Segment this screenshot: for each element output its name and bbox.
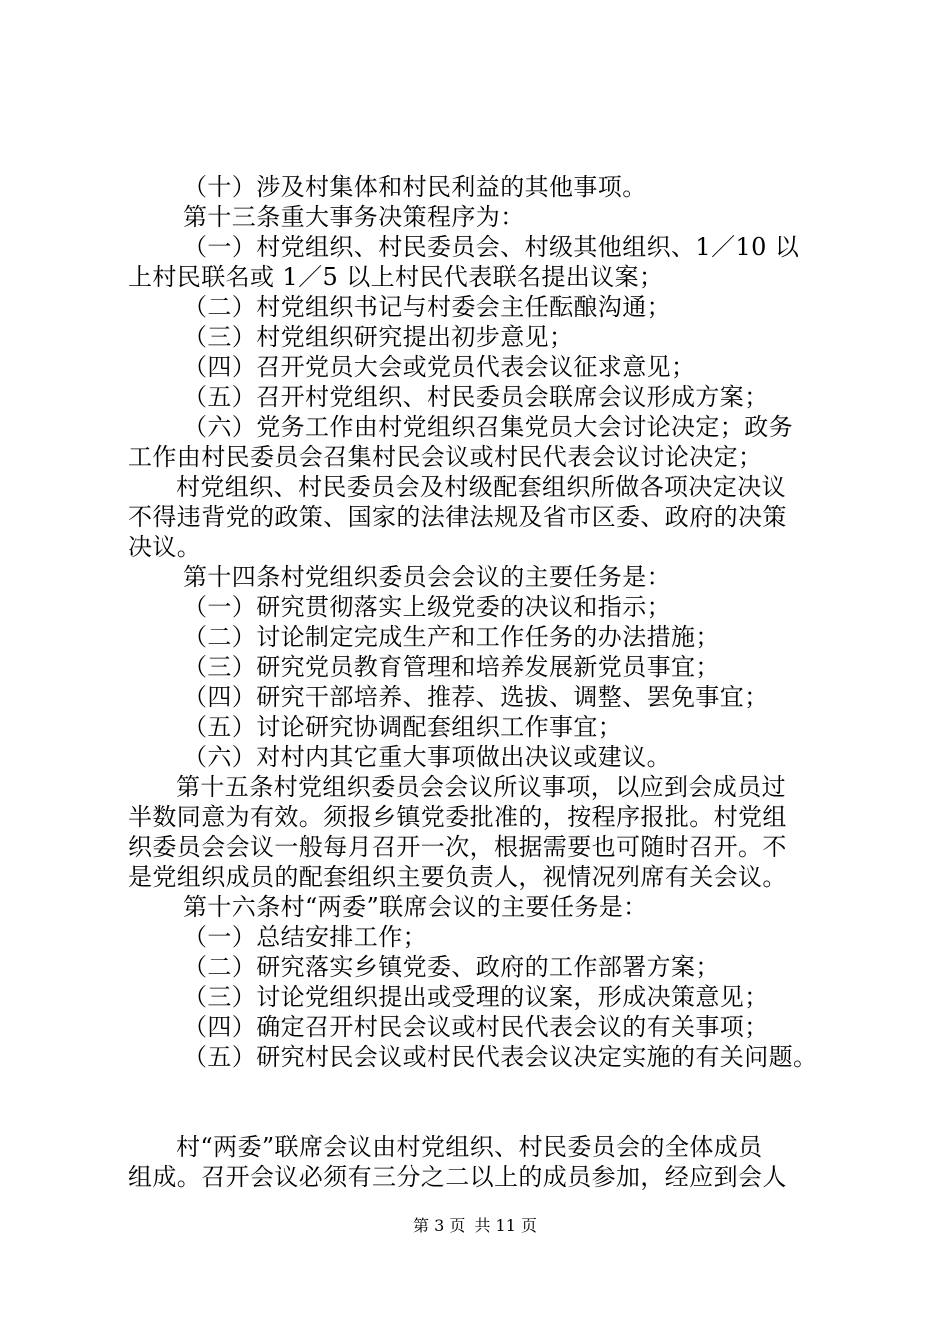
text-line: 村“两委”联席会议由村党组织、村民委员会的全体成员 bbox=[176, 1133, 763, 1161]
page-total: 共 11 页 bbox=[474, 1216, 537, 1235]
document-body bbox=[128, 172, 828, 1192]
text-line: 工作由村民委员会召集村民会议或村民代表会议讨论决定； bbox=[128, 443, 763, 471]
text-line: （二）讨论制定完成生产和工作任务的办法措施； bbox=[183, 623, 720, 651]
text-line: 织委员会会议一般每月召开一次，根据需要也可随时召开。不 bbox=[128, 833, 787, 861]
text-line: （三）研究党员教育管理和培养发展新党员事宜； bbox=[183, 653, 720, 681]
text-line: （一）研究贯彻落实上级党委的决议和指示； bbox=[183, 593, 671, 621]
text-line: （四）研究干部培养、推荐、选拔、调整、罢免事宜； bbox=[183, 683, 769, 711]
text-line: （三）讨论党组织提出或受理的议案，形成决策意见； bbox=[183, 983, 769, 1011]
text-line: （四）确定召开村民会议或村民代表会议的有关事项； bbox=[183, 1013, 769, 1041]
text-line: 组成。召开会议必须有三分之二以上的成员参加，经应到会人 bbox=[128, 1163, 787, 1191]
text-line: （二）研究落实乡镇党委、政府的工作部署方案； bbox=[183, 953, 720, 981]
text-line: （二）村党组织书记与村委会主任酝酿沟通； bbox=[183, 293, 671, 321]
text-line: （六）对村内其它重大事项做出决议或建议。 bbox=[183, 743, 671, 771]
text-line: 第十六条村“两委”联席会议的主要任务是： bbox=[183, 893, 648, 921]
text-line: 决议。 bbox=[128, 533, 202, 561]
text-line: （一）村党组织、村民委员会、村级其他组织、1／10 以 bbox=[183, 233, 800, 261]
text-line: 半数同意为有效。须报乡镇党委批准的，按程序报批。村党组 bbox=[128, 803, 787, 831]
text-line: （一）总结安排工作； bbox=[183, 923, 427, 951]
text-line: 第十四条村党组织委员会会议的主要任务是： bbox=[183, 563, 671, 591]
text-line: （三）村党组织研究提出初步意见； bbox=[183, 323, 574, 351]
text-line: （五）召开村党组织、村民委员会联席会议形成方案； bbox=[183, 383, 769, 411]
text-line: （六）党务工作由村党组织召集党员大会讨论决定；政务 bbox=[183, 413, 793, 441]
text-line: （四）召开党员大会或党员代表会议征求意见； bbox=[183, 353, 696, 381]
page-number: 第 3 页 bbox=[413, 1216, 466, 1235]
text-line: 是党组织成员的配套组织主要负责人，视情况列席有关会议。 bbox=[128, 863, 787, 891]
text-line: 村党组织、村民委员会及村级配套组织所做各项决定决议 bbox=[176, 473, 786, 501]
text-line: 上村民联名或 1／5 以上村民代表联名提出议案； bbox=[128, 263, 664, 291]
page-footer bbox=[0, 1216, 950, 1236]
text-line: 第十五条村党组织委员会会议所议事项，以应到会成员过 bbox=[176, 773, 786, 801]
text-line: （十）涉及村集体和村民利益的其他事项。 bbox=[183, 173, 647, 201]
text-line: 不得违背党的政策、国家的法律法规及省市区委、政府的决策 bbox=[128, 503, 787, 531]
text-line: （五）讨论研究协调配套组织工作事宜； bbox=[183, 713, 623, 741]
paragraph-gap bbox=[128, 1072, 828, 1132]
text-line: （五）研究村民会议或村民代表会议决定实施的有关问题。 bbox=[183, 1043, 818, 1071]
text-line: 第十三条重大事务决策程序为： bbox=[183, 203, 525, 231]
